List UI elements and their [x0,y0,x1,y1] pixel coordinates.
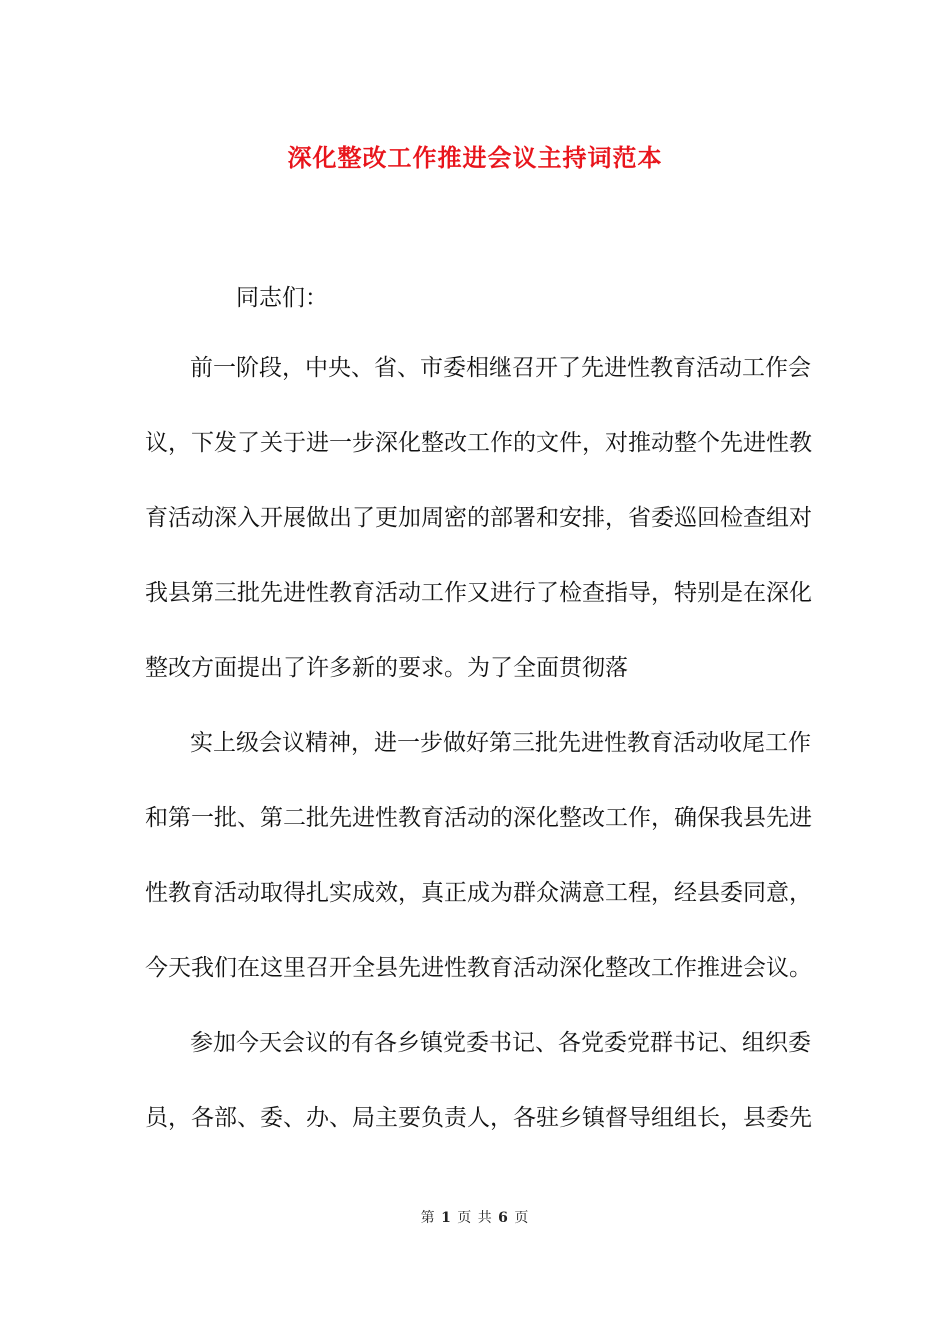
paragraph-3-line-2: 员，各部、委、办、局主要负责人，各驻乡镇督导组组长，县委先 [145,1105,812,1131]
paragraph-3-line-1: 参加今天会议的有各乡镇党委书记、各党委党群书记、组织委 [190,1030,811,1056]
total-page-number: 6 [498,1210,509,1226]
document-title: 深化整改工作推进会议主持词范本 [287,143,663,172]
paragraph-1-line-2: 议，下发了关于进一步深化整改工作的文件，对推动整个先进性教 [145,430,812,456]
paragraph-1-line-1: 前一阶段，中央、省、市委相继召开了先进性教育活动工作会 [190,355,811,381]
paragraph-2-line-1: 实上级会议精神，进一步做好第三批先进性教育活动收尾工作 [190,730,811,756]
paragraph-2-line-3: 性教育活动取得扎实成效，真正成为群众满意工程，经县委同意， [145,880,812,906]
paragraph-1-line-5: 整改方面提出了许多新的要求。为了全面贯彻落 [145,655,628,681]
page-footer [0,1207,950,1227]
current-page-number: 1 [441,1210,452,1226]
footer-prefix: 第 [420,1210,436,1226]
paragraph-2-line-4: 今天我们在这里召开全县先进性教育活动深化整改工作推进会议。 [145,955,812,981]
footer-suffix: 页 [514,1210,530,1226]
footer-middle: 页 共 [457,1210,493,1226]
paragraph-2-line-2: 和第一批、第二批先进性教育活动的深化整改工作，确保我县先进 [145,805,812,831]
salutation: 同志们： [236,285,328,311]
paragraph-1-line-3: 育活动深入开展做出了更加周密的部署和安排，省委巡回检查组对 [145,505,812,531]
paragraph-1-line-4: 我县第三批先进性教育活动工作又进行了检查指导，特别是在深化 [145,580,812,606]
